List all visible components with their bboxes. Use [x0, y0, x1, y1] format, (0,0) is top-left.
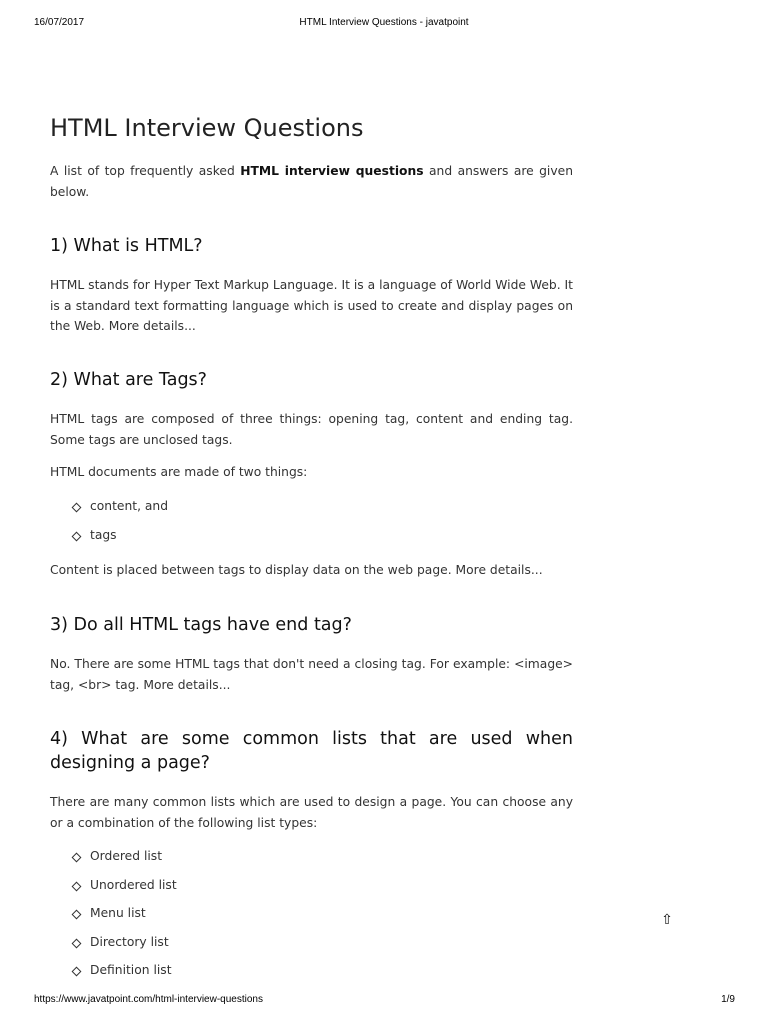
- page-title: HTML Interview Questions: [50, 114, 364, 142]
- print-page-title: HTML Interview Questions - javatpoint: [299, 17, 469, 28]
- question-2-list-intro: HTML documents are made of two things:: [50, 465, 308, 479]
- intro-text-before: A list of top frequently asked: [50, 164, 241, 178]
- list-item: tags: [90, 528, 117, 542]
- list-bullet-icon: [72, 532, 82, 542]
- print-page-url: https://www.javatpoint.com/html-interview-questions: [34, 994, 263, 1005]
- list-bullet-icon: [72, 853, 82, 863]
- question-2-conclusion: Content is placed between tags to display data on the web page. More details...: [50, 563, 543, 577]
- intro-text-bold: HTML interview questions: [240, 164, 424, 178]
- list-item: Directory list: [90, 935, 169, 949]
- list-bullet-icon: [72, 910, 82, 920]
- intro-paragraph: [50, 161, 573, 202]
- list-item: Menu list: [90, 906, 146, 920]
- question-4-answer: There are many common lists which are used to design a page. You can choose any or a combination of the following list types:: [50, 795, 573, 830]
- print-date: 16/07/2017: [34, 17, 85, 28]
- intro-text-after: and answers are given below.: [50, 164, 573, 199]
- list-item: Ordered list: [90, 849, 163, 863]
- question-2-heading: 2) What are Tags?: [50, 370, 207, 390]
- question-4-heading: 4) What are some common lists that are used when designing a page?: [50, 729, 573, 773]
- list-item: Unordered list: [90, 878, 177, 892]
- question-3-heading: 3) Do all HTML tags have end tag?: [50, 615, 352, 635]
- question-2-answer: HTML tags are composed of three things: opening tag, content and ending tag. Some tags are unclosed tags.: [50, 412, 573, 447]
- print-page-number: 1/9: [721, 994, 735, 1005]
- list-bullet-icon: [72, 882, 82, 892]
- list-item: Definition list: [90, 963, 172, 977]
- question-1-answer: HTML stands for Hyper Text Markup Language. It is a language of World Wide Web. It is a standard text formatting language which is used to create and display pages on the Web. More details...: [50, 278, 573, 333]
- scroll-to-top-icon[interactable]: ⇧: [661, 912, 673, 928]
- question-3-answer: No. There are some HTML tags that don't need a closing tag. For example: <image> tag, <br> tag. More details...: [50, 657, 573, 692]
- list-bullet-icon: [72, 967, 82, 977]
- list-bullet-icon: [72, 939, 82, 949]
- list-item: content, and: [90, 499, 169, 513]
- question-1-heading: 1) What is HTML?: [50, 236, 203, 256]
- list-bullet-icon: [72, 503, 82, 513]
